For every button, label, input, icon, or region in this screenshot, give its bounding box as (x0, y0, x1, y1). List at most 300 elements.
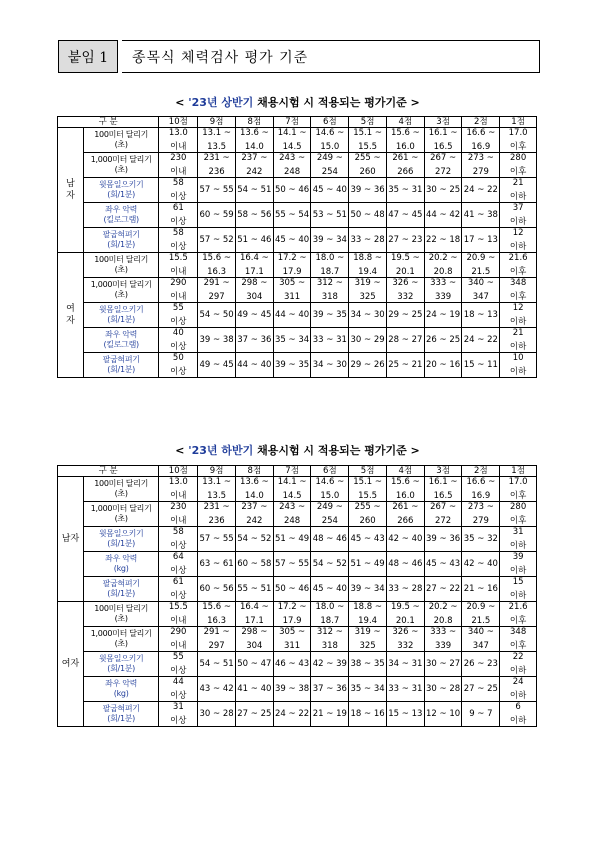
score-cell (159, 602, 198, 627)
score-value: 33 ~ 28 (388, 583, 423, 594)
score-cell (462, 477, 500, 502)
score-cell (273, 677, 311, 702)
event-unit: (회/1분) (107, 365, 135, 374)
score-value: 16.5 (433, 490, 453, 501)
score-value: 이하 (509, 590, 527, 601)
event-name: 100미터 달리기 (94, 603, 149, 613)
table-row (58, 328, 537, 353)
score-cell (235, 502, 273, 527)
score-value: 21 (512, 178, 524, 188)
score-value: 267 ~ (430, 502, 457, 512)
score-value: 332 (397, 291, 414, 302)
table-row (58, 527, 537, 552)
score-cell (500, 627, 537, 652)
score-value: 20.9 ~ (466, 253, 496, 263)
score-cell (349, 203, 387, 228)
score-value: 272 (434, 515, 452, 526)
score-cell (500, 502, 537, 527)
score-value: 이내 (170, 266, 187, 277)
score-value: 61 (172, 577, 184, 587)
event-name: 팔굽혀펴기 (102, 578, 140, 588)
score-cell (235, 552, 273, 577)
event-unit: (초) (114, 165, 128, 174)
score-value: 255 ~ (354, 502, 381, 512)
score-value: 24 (512, 677, 524, 687)
caption-open: < (175, 444, 189, 457)
score-value: 19.4 (358, 615, 378, 626)
score-value: 16.4 ~ (239, 602, 269, 612)
table-row (58, 602, 537, 627)
score-value: 14.1 ~ (277, 128, 307, 138)
score-value: 44 ~ 42 (426, 209, 461, 220)
event-unit: (초) (114, 614, 128, 623)
grade-header: 2점 (462, 466, 500, 477)
score-cell (198, 303, 236, 328)
score-value: 17.2 ~ (277, 602, 307, 612)
score-cell (349, 328, 387, 353)
score-value: 이하 (509, 366, 527, 377)
score-value: 37 ~ 36 (237, 334, 272, 345)
score-cell (349, 253, 387, 278)
score-cell (462, 153, 500, 178)
grade-header: 10점 (159, 466, 198, 477)
score-value: 249 ~ (316, 153, 343, 163)
score-value: 57 ~ 55 (275, 558, 310, 569)
score-cell (386, 253, 424, 278)
score-value: 15 ~ 13 (388, 708, 423, 719)
score-value: 12 ~ 10 (426, 708, 461, 719)
score-value: 305 ~ (279, 627, 306, 637)
score-value: 34 ~ 31 (388, 658, 423, 669)
score-value: 35 ~ 34 (350, 683, 385, 694)
score-cell (273, 552, 311, 577)
score-cell (349, 527, 387, 552)
score-cell (311, 253, 349, 278)
score-value: 39 ~ 38 (199, 334, 234, 345)
score-value: 15.0 (320, 141, 340, 152)
event-label (83, 128, 159, 153)
score-cell (386, 178, 424, 203)
score-cell (424, 253, 462, 278)
score-cell (386, 153, 424, 178)
score-value: 42 ~ 40 (463, 558, 498, 569)
grade-header: 8점 (235, 466, 273, 477)
score-value: 33 ~ 31 (388, 683, 423, 694)
score-value: 이후 (509, 141, 527, 152)
document-title: 종목식 체력검사 평가 기준 (122, 40, 540, 73)
score-value: 16.9 (471, 141, 491, 152)
score-value: 50 ~ 46 (275, 583, 310, 594)
event-label (83, 502, 159, 527)
score-cell (273, 253, 311, 278)
table-row (58, 677, 537, 702)
score-cell (424, 228, 462, 253)
score-value: 319 ~ (354, 278, 381, 288)
score-cell (349, 702, 387, 727)
score-value: 31 (172, 702, 184, 712)
score-cell (424, 502, 462, 527)
score-value: 16.6 ~ (466, 477, 496, 487)
score-value: 41 ~ 40 (237, 683, 272, 694)
score-value: 33 ~ 31 (312, 334, 347, 345)
event-name: 좌우 악력 (105, 204, 138, 214)
score-value: 14.0 (244, 141, 264, 152)
event-unit: (킬로그램) (103, 340, 139, 349)
event-label (83, 527, 159, 552)
score-value: 266 (397, 166, 414, 177)
score-value: 13.1 ~ (202, 128, 231, 138)
score-cell (311, 552, 349, 577)
event-unit: (초) (114, 514, 128, 523)
score-value: 254 (321, 515, 338, 526)
score-cell (273, 602, 311, 627)
table-row (58, 552, 537, 577)
score-value: 이후 (509, 515, 527, 526)
score-cell (311, 502, 349, 527)
score-cell (311, 652, 349, 677)
score-cell (424, 153, 462, 178)
score-value: 237 ~ (241, 502, 268, 512)
score-value: 51 ~ 49 (350, 558, 385, 569)
score-value: 39 ~ 35 (312, 309, 347, 320)
score-value: 22 (512, 652, 524, 662)
score-value: 18.8 ~ (353, 253, 382, 263)
score-value: 26 ~ 25 (426, 334, 461, 345)
score-cell (273, 228, 311, 253)
score-value: 44 ~ 40 (275, 309, 310, 320)
score-cell (273, 153, 311, 178)
score-value: 19.5 ~ (390, 253, 420, 263)
score-value: 27 ~ 22 (426, 583, 461, 594)
category-header: 구 분 (58, 466, 159, 477)
score-value: 34 ~ 30 (312, 359, 347, 370)
score-value: 243 ~ (279, 502, 306, 512)
score-value: 41 ~ 38 (463, 209, 498, 220)
score-value: 15.6 ~ (202, 602, 231, 612)
score-value: 230 (170, 153, 187, 163)
score-cell (235, 128, 273, 153)
score-cell (500, 602, 537, 627)
score-cell (462, 278, 500, 303)
score-value: 18 ~ 16 (350, 708, 385, 719)
score-cell (424, 602, 462, 627)
score-value: 16.3 (207, 266, 227, 277)
score-cell (159, 353, 198, 378)
event-label (83, 278, 159, 303)
score-cell (386, 303, 424, 328)
score-cell (462, 502, 500, 527)
score-cell (462, 203, 500, 228)
score-value: 279 (472, 515, 489, 526)
score-cell (424, 552, 462, 577)
score-cell (349, 602, 387, 627)
score-value: 326 ~ (392, 627, 419, 637)
score-value: 이하 (509, 565, 527, 576)
event-unit: (회/1분) (107, 539, 135, 548)
grade-header: 3점 (424, 466, 462, 477)
table-row (58, 353, 537, 378)
score-cell (311, 527, 349, 552)
score-cell (424, 328, 462, 353)
score-cell (311, 677, 349, 702)
score-value: 49 ~ 45 (199, 359, 234, 370)
score-value: 18.0 ~ (315, 253, 345, 263)
score-cell (311, 303, 349, 328)
score-cell (386, 477, 424, 502)
table-row (58, 178, 537, 203)
score-cell (235, 203, 273, 228)
score-cell (500, 527, 537, 552)
score-value: 311 (283, 291, 301, 302)
score-cell (386, 128, 424, 153)
event-unit: (초) (114, 489, 128, 498)
score-value: 57 ~ 55 (199, 533, 234, 544)
score-cell (424, 677, 462, 702)
score-value: 43 ~ 42 (199, 683, 234, 694)
score-value: 이후 (509, 615, 527, 626)
score-cell (273, 353, 311, 378)
event-label (83, 353, 159, 378)
score-cell (159, 178, 198, 203)
score-cell (235, 702, 273, 727)
score-cell (424, 627, 462, 652)
score-cell (349, 153, 387, 178)
score-value: 304 (246, 291, 263, 302)
table-row (58, 253, 537, 278)
event-unit: (킬로그램) (103, 215, 139, 224)
score-cell (349, 577, 387, 602)
score-value: 60 ~ 56 (199, 583, 234, 594)
score-value: 54 ~ 52 (312, 558, 347, 569)
score-value: 37 (512, 203, 524, 213)
event-name: 팔굽혀펴기 (102, 703, 140, 713)
score-value: 이상 (170, 565, 187, 576)
score-cell (424, 278, 462, 303)
score-value: 이하 (509, 316, 527, 327)
score-value: 16.1 ~ (428, 477, 458, 487)
score-cell (198, 552, 236, 577)
event-unit: (kg) (113, 689, 129, 698)
score-value: 312 ~ (316, 278, 343, 288)
score-value: 이상 (170, 316, 187, 327)
score-value: 348 (510, 627, 527, 637)
score-cell (235, 677, 273, 702)
score-value: 17.2 ~ (277, 253, 307, 263)
score-cell (159, 203, 198, 228)
score-value: 298 ~ (241, 627, 268, 637)
score-value: 17.9 (282, 615, 302, 626)
grade-header: 7점 (273, 466, 311, 477)
score-value: 261 ~ (392, 502, 419, 512)
score-value: 14.5 (282, 490, 302, 501)
score-value: 60 ~ 58 (237, 558, 272, 569)
grade-header: 4점 (386, 117, 424, 128)
score-value: 19.4 (358, 266, 378, 277)
score-cell (159, 477, 198, 502)
score-cell (462, 228, 500, 253)
score-value: 16.6 ~ (466, 128, 496, 138)
event-name: 팔굽혀펴기 (102, 229, 140, 239)
grade-header: 2점 (462, 117, 500, 128)
event-label (83, 303, 159, 328)
score-value: 이하 (509, 241, 527, 252)
score-value: 25 ~ 21 (388, 359, 423, 370)
score-value: 231 ~ (203, 502, 230, 512)
score-value: 255 ~ (354, 153, 381, 163)
score-value: 312 ~ (316, 627, 343, 637)
score-cell (159, 627, 198, 652)
event-unit: (초) (114, 265, 128, 274)
score-cell (235, 303, 273, 328)
event-name: 100미터 달리기 (94, 478, 149, 488)
score-cell (159, 652, 198, 677)
event-unit: (초) (114, 140, 128, 149)
event-label (83, 328, 159, 353)
score-cell (386, 577, 424, 602)
score-value: 16.1 ~ (428, 128, 458, 138)
score-cell (424, 577, 462, 602)
score-cell (273, 527, 311, 552)
table-row (58, 153, 537, 178)
score-value: 26 ~ 23 (463, 658, 498, 669)
score-cell (500, 477, 537, 502)
score-cell (349, 477, 387, 502)
score-value: 40 (172, 328, 184, 338)
score-value: 15.1 ~ (353, 477, 382, 487)
score-cell (159, 153, 198, 178)
score-value: 297 (208, 291, 225, 302)
score-value: 이내 (170, 640, 187, 651)
score-value: 16.0 (395, 141, 415, 152)
score-value: 13.5 (207, 141, 227, 152)
score-value: 340 ~ (467, 627, 494, 637)
score-cell (349, 303, 387, 328)
score-cell (386, 652, 424, 677)
score-value: 21.5 (471, 615, 491, 626)
score-cell (159, 278, 198, 303)
event-name: 좌우 악력 (105, 329, 138, 339)
event-unit: (회/1분) (107, 664, 135, 673)
score-value: 44 ~ 40 (237, 359, 272, 370)
score-cell (311, 128, 349, 153)
score-value: 10 (512, 353, 524, 363)
score-value: 12 (512, 228, 524, 238)
score-value: 273 ~ (467, 502, 494, 512)
event-unit: (회/1분) (107, 190, 135, 199)
score-cell (235, 477, 273, 502)
event-name: 좌우 악력 (105, 678, 138, 688)
table-row (58, 702, 537, 727)
grade-header: 5점 (349, 466, 387, 477)
score-cell (462, 577, 500, 602)
score-cell (462, 128, 500, 153)
table-row (58, 502, 537, 527)
gender-label: 남자 (58, 128, 84, 253)
score-cell (500, 303, 537, 328)
score-cell (273, 477, 311, 502)
score-value: 9 ~ 7 (469, 708, 493, 719)
score-cell (273, 577, 311, 602)
score-value: 347 (472, 640, 489, 651)
score-cell (311, 178, 349, 203)
score-value: 24 ~ 22 (463, 184, 498, 195)
score-value: 30 ~ 28 (426, 683, 461, 694)
score-cell (500, 178, 537, 203)
score-value: 50 ~ 46 (275, 184, 310, 195)
score-value: 20.8 (433, 266, 453, 277)
document-header (58, 40, 540, 73)
score-value: 318 (321, 291, 338, 302)
score-value: 15 ~ 11 (463, 359, 498, 370)
score-value: 22 ~ 18 (426, 234, 461, 245)
event-name: 1,000미터 달리기 (90, 628, 152, 638)
score-value: 51 ~ 49 (275, 533, 310, 544)
score-cell (198, 228, 236, 253)
score-cell (198, 627, 236, 652)
score-value: 17.1 (244, 266, 264, 277)
score-value: 39 ~ 38 (275, 683, 310, 694)
grade-header: 9점 (198, 117, 236, 128)
event-label (83, 253, 159, 278)
score-value: 37 ~ 36 (312, 683, 347, 694)
score-value: 18.8 ~ (353, 602, 382, 612)
event-name: 1,000미터 달리기 (90, 279, 152, 289)
score-value: 이하 (509, 665, 527, 676)
score-value: 이상 (170, 216, 187, 227)
score-value: 347 (472, 291, 489, 302)
score-value: 45 ~ 43 (350, 533, 385, 544)
score-cell (198, 353, 236, 378)
score-value: 261 ~ (392, 153, 419, 163)
score-value: 35 ~ 32 (463, 533, 498, 544)
score-cell (500, 577, 537, 602)
score-cell (462, 702, 500, 727)
score-cell (500, 702, 537, 727)
score-cell (386, 502, 424, 527)
event-label (83, 228, 159, 253)
score-cell (500, 677, 537, 702)
score-value: 17.0 (508, 128, 528, 138)
score-value: 20 ~ 16 (426, 359, 461, 370)
score-cell (198, 527, 236, 552)
score-value: 58 (172, 178, 184, 188)
grade-header: 9점 (198, 466, 236, 477)
score-cell (462, 602, 500, 627)
score-value: 18.7 (320, 266, 340, 277)
score-value: 273 ~ (467, 153, 494, 163)
score-value: 27 ~ 25 (463, 683, 498, 694)
score-cell (386, 278, 424, 303)
score-value: 18.0 ~ (315, 602, 345, 612)
score-value: 61 (172, 203, 184, 213)
score-value: 55 (172, 652, 184, 662)
grade-header: 8점 (235, 117, 273, 128)
score-value: 이상 (170, 665, 187, 676)
score-value: 267 ~ (430, 153, 457, 163)
score-cell (311, 577, 349, 602)
grade-header: 6점 (311, 466, 349, 477)
score-cell (386, 328, 424, 353)
score-value: 50 ~ 48 (350, 209, 385, 220)
score-cell (386, 702, 424, 727)
score-value: 44 (172, 677, 184, 687)
score-cell (235, 627, 273, 652)
score-value: 13.1 ~ (202, 477, 231, 487)
score-value: 6 (515, 702, 521, 712)
grade-header: 3점 (424, 117, 462, 128)
score-value: 20.2 ~ (428, 253, 458, 263)
score-value: 55 ~ 51 (237, 583, 272, 594)
